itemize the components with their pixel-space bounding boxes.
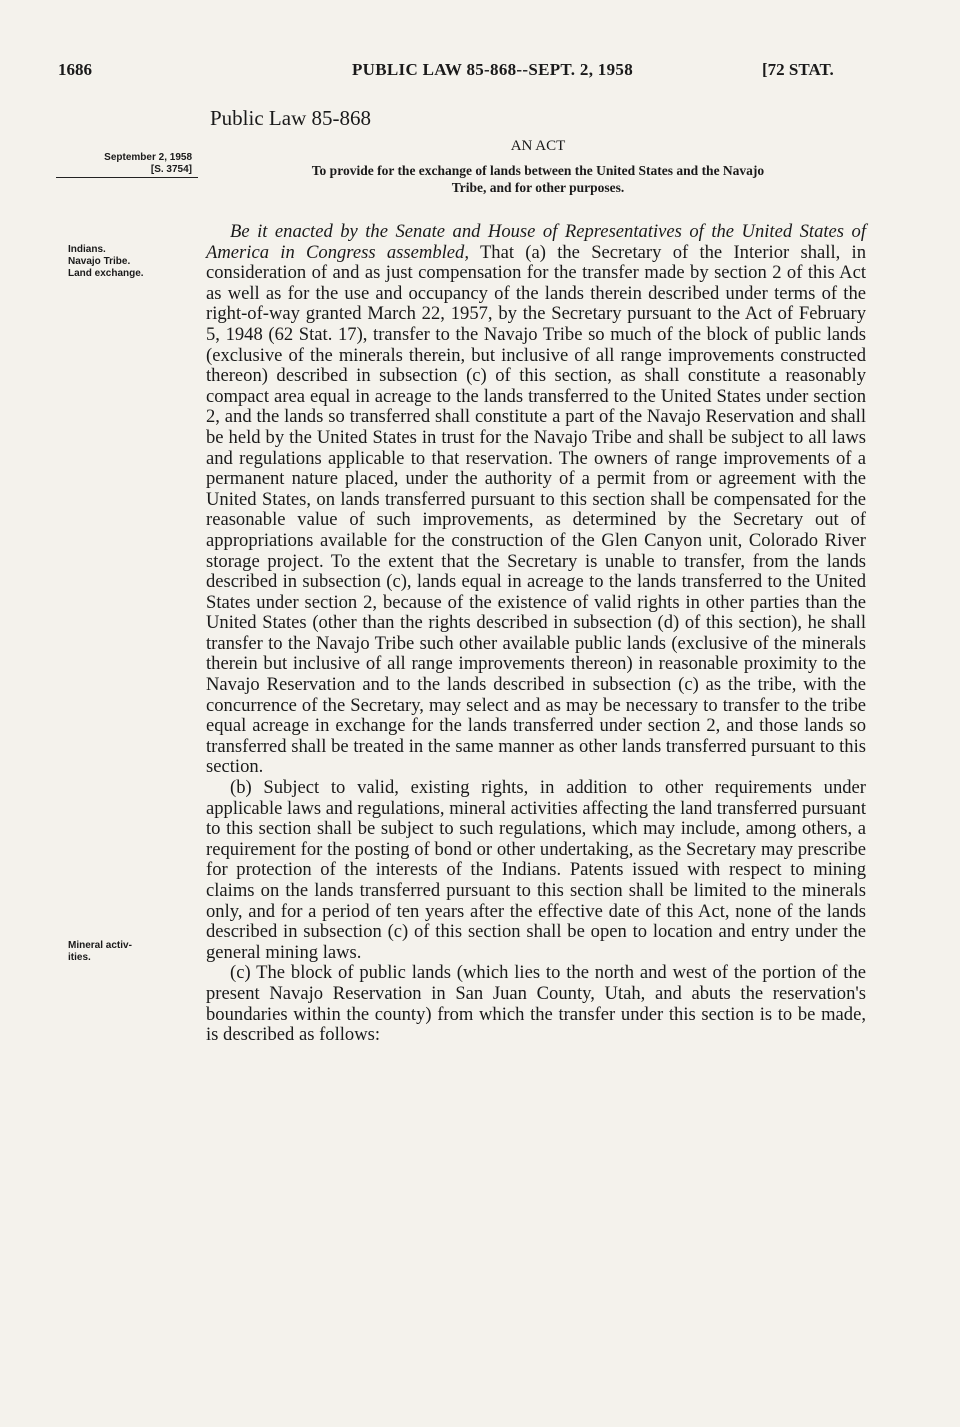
section-c-paragraph: (c) The block of public lands (which lies to the north and west of the portion of the present Navajo Reservation in San Juan County, Utah, and abuts the reservation's boundaries within the county) from which the transfer under this section is to be made, is described as follows: — [206, 962, 866, 1046]
purpose-line-1: To provide for the exchange of lands between the United States and the Navajo — [311, 163, 765, 178]
margin-topic-3: Land exchange. — [68, 268, 144, 279]
section-b-paragraph: (b) Subject to valid, existing rights, in addition to other requirements under applicable laws and regulations, mineral activities affecting the land transferred pursuant to this section shall be subject to such regulations, which may include, among others, a requirement for the posting of bond or other undertaking, as the Secretary may prescribe for protection of the interests of the Indians. Patents issued with respect to mining claims on the lands transferred pursuant to this section shall be limited to the minerals only, and for a period of ten years after the effective date of this Act, none of the lands described in subsection (c) of this section shall be open to location and entry under the general mining laws. — [206, 777, 867, 963]
an-act-heading: AN ACT — [510, 138, 566, 154]
section-a-paragraph — [206, 222, 866, 778]
law-title: Public Law 85-868 — [210, 106, 371, 130]
margin-mineral-note — [68, 940, 132, 964]
page-number: 1686 — [58, 60, 92, 79]
margin-date-note — [60, 152, 192, 176]
margin-bill: [S. 3754] — [150, 164, 192, 175]
margin-mineral-2: ities. — [68, 952, 91, 963]
section-a-text: That (a) the Secretary of the Interior shall, in consideration of and as just compensation for the transfer made by section 2 of this Act as well as for the use and occupancy of the lands therein described under terms of the right-of-way granted March 22, 1957, by the Secretary pursuant to the Act of February 5, 1948 (62 Stat. 17), transfer to the Navajo Tribe so much of the block of public lands (exclusive of the minerals therein, but inclusive of all range improvements constructed thereon) described in subsection (c) of this section, as shall constitute a reasonably compact area equal in acreage to the lands transferred to the United States under section 2, and the lands so transferred shall constitute a part of the Navajo Reservation and shall be held by the United States in trust for the Navajo Tribe and shall be subject to all laws and regulations applicable to that reservation. The owners of range improvements of a permanent nature placed, under the authority of a permit from or agreement with the United States, on lands transferred pursuant to this section shall be compensated for the reasonable value of such improvements, as determined by the Secretary out of appropriations available for the construction of the Glen Canyon unit, Colorado River storage project. To the extent that the Secretary is unable to transfer, from the lands described in subsection (c), lands equal in acreage to the lands transferred to the United States under section 2, because of the existence of valid rights in other parties than the United States (other than the rights described in subsection (d) of this section), he shall transfer to the Navajo Tribe such other available public lands (exclusive of the minerals therein but inclusive of all range improvements thereon) in reasonable proximity to the Navajo Reservation and to the lands described in subsection (c) as the tribe, with the concurrence of the Secretary, may select and as may be necessary to transfer to the tribe equal acreage in exchange for the lands transferred under section 2, and those lands so transferred shall be treated in the same manner as other lands transferred pursuant to this section. — [206, 241, 867, 778]
margin-topic-note — [68, 244, 144, 280]
purpose-statement — [210, 162, 866, 196]
margin-divider — [56, 177, 198, 178]
act-body — [206, 222, 866, 1046]
margin-topic-1: Indians. — [68, 244, 106, 255]
enacting-clause: Be it enacted by the Senate and House of Representatives of the United States of America in Congress assembled, — [206, 221, 866, 263]
running-header: PUBLIC LAW 85-868--SEPT. 2, 1958 — [352, 60, 633, 79]
margin-mineral-1: Mineral activ- — [68, 940, 132, 951]
margin-topic-2: Navajo Tribe. — [68, 256, 131, 267]
margin-date: September 2, 1958 — [104, 152, 192, 163]
statute-reference: [72 STAT. — [762, 60, 834, 79]
purpose-line-2: Tribe, and for other purposes. — [451, 180, 625, 195]
